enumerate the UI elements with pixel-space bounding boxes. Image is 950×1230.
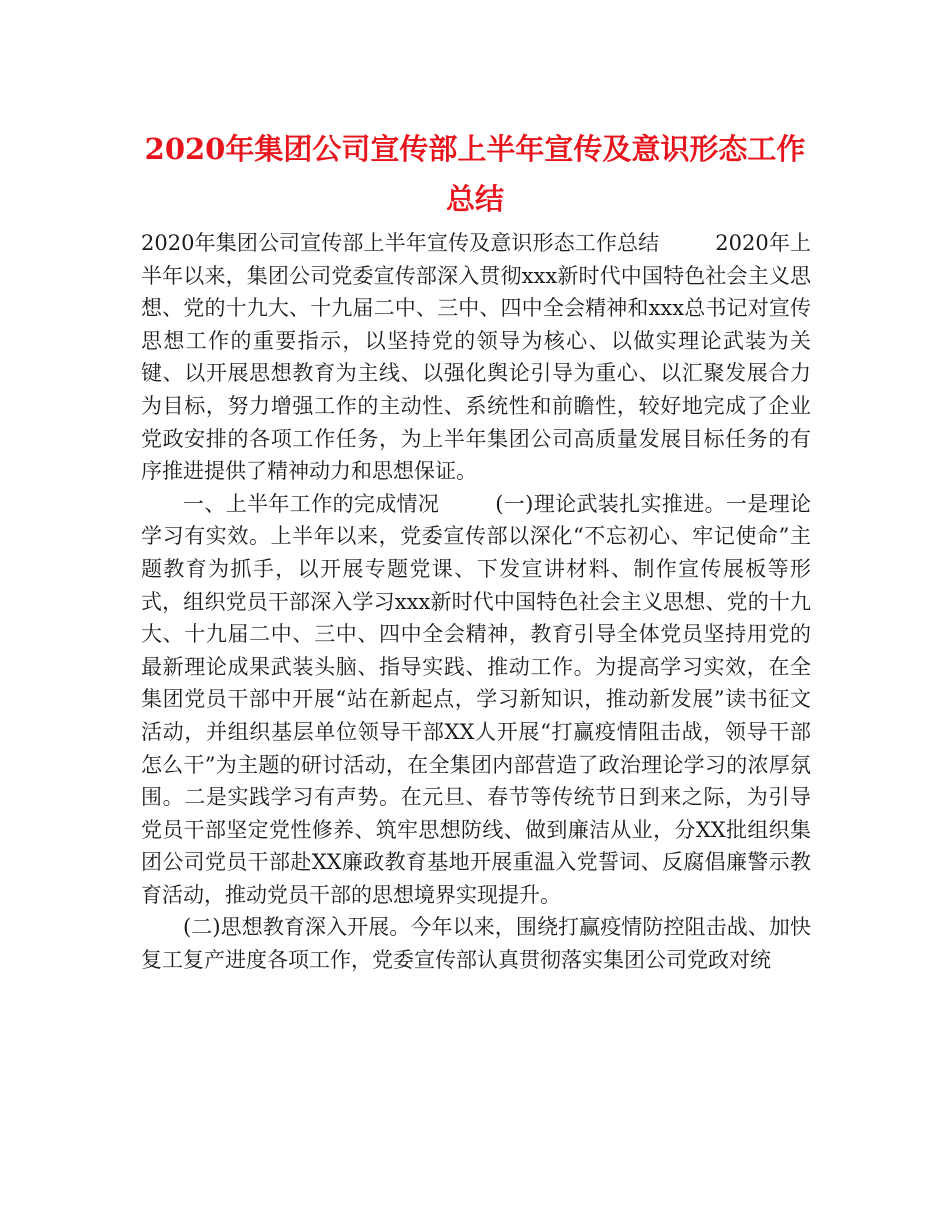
paragraph-section-one	[141, 488, 811, 912]
document-body	[141, 227, 811, 977]
paragraph-intro-text: 2020年上半年以来，集团公司党委宣传部深入贯彻xxx新时代中国特色社会主义思想、党的十九大、十九届二中、三中、四中全会精神和xxx总书记对宣传思想工作的重要指示，以坚持党的领导为核心、以做实理论武装为关键、以开展思想教育为主线、以强化舆论引导为重心、以汇聚发展合力为目标，努力增强工作的主动性、系统性和前瞻性，较好地完成了企业党政安排的各项工作任务，为上半年集团公司高质量发展目标任务的有序推进提供了精神动力和思想保证。	[141, 231, 811, 484]
paragraph-section-one-lead: 一、上半年工作的完成情况	[183, 491, 440, 516]
paragraph-intro	[141, 227, 811, 488]
paragraph-intro-lead: 2020年集团公司宣传部上半年宣传及意识形态工作总结	[141, 231, 660, 255]
paragraph-section-one-text: (一)理论武装扎实推进。一是理论学习有实效。上半年以来，党委宣传部以深化“不忘初心、牢记使命”主题教育为抓手，以开展专题党课、下发宣讲材料、制作宣传展板等形式，组织党员干部深入学习xxx新时代中国特色社会主义思想、党的十九大、十九届二中、三中、四中全会精神，教育引导全体党员坚持用党的最新理论成果武装头脑、指导实践、推动工作。为提高学习实效，在全集团党员干部中开展“站在新起点，学习新知识，推动新发展”读书征文活动，并组织基层单位领导干部XX人开展“打赢疫情阻击战，领导干部怎么干”为主题的研讨活动，在全集团内部营造了政治理论学习的浓厚氛围。二是实践学习有声势。在元旦、春节等传统节日到来之际，为引导党员干部坚定党性修养、筑牢思想防线、做到廉洁从业，分XX批组织集团公司党员干部赴XX廉政教育基地开展重温入党誓词、反腐倡廉警示教育活动，推动党员干部的思想境界实现提升。	[141, 491, 812, 907]
paragraph-section-two-text: (二)思想教育深入开展。今年以来，围绕打赢疫情防控阻击战、加快复工复产进度各项工作，党委宣传部认真贯彻落实集团公司党政对统	[141, 915, 811, 973]
document-title: 2020年集团公司宣传部上半年宣传及意识形态工作总结	[144, 132, 806, 216]
paragraph-section-two	[141, 911, 811, 976]
